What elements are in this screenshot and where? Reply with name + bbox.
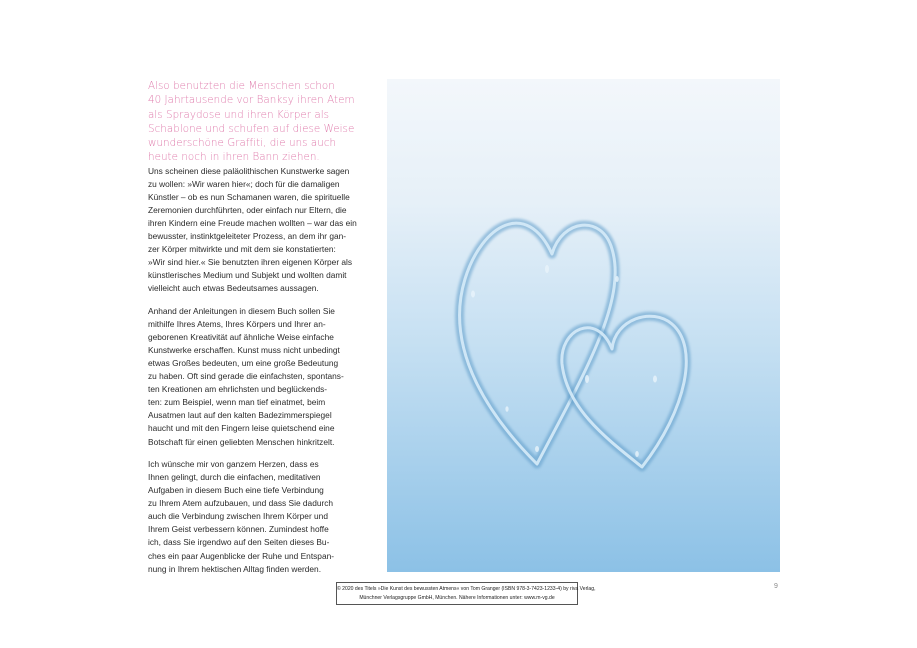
text-line: Künstler – ob es nun Schamanen waren, die spirituelle — [148, 192, 350, 203]
text-line: zu wollen: »Wir waren hier«; doch für die damaligen — [148, 179, 340, 190]
text-line: auch die Verbindung zwischen Ihrem Körper und — [148, 511, 328, 522]
paragraph — [148, 305, 366, 449]
text-line: »Wir sind hier.« Sie benutzten ihren eigenen Körper als — [148, 257, 353, 268]
text-line: Kunstwerke erschaffen. Kunst muss nicht unbedingt — [148, 345, 340, 356]
text-line: künstlerisches Medium und Subjekt und wollten damit — [148, 270, 347, 281]
text-line: Ihrem Geist verbessern können. Zumindest hoffe — [148, 524, 329, 535]
text-line: ches ein paar Augenblicke der Ruhe und Entspan- — [148, 550, 335, 561]
text-line: zer Körper mitwirkte und mit dem sie konstatierten: — [148, 244, 336, 255]
text-line: mithilfe Ihres Atems, Ihres Körpers und Ihrer an- — [148, 319, 326, 330]
intro-line: 40 Jahrtausende vor Banksy ihren Atem — [148, 94, 355, 107]
text-line: Aufgaben in diesem Buch eine tiefe Verbindung — [148, 485, 324, 496]
text-line: ten: zum Beispiel, wenn man tief einatmet, beim — [148, 397, 326, 408]
text-line: Ihnen gelingt, durch die einfachen, meditativen — [148, 472, 321, 483]
text-line: Anhand der Anleitungen in diesem Buch sollen Sie — [148, 306, 335, 317]
text-line: ihren Kindern eine Freude machen wollten – war das ein — [148, 218, 357, 229]
text-line: etwas Großes bedeuten, um eine große Bedeutung — [148, 358, 339, 369]
paragraph — [148, 165, 366, 295]
text-line: bewusster, instinktgeleiteter Prozess, an dem ihr gan- — [148, 231, 347, 242]
fogged-glass-hearts-image — [387, 79, 780, 572]
text-line: nung in Ihrem hektischen Alltag finden werden. — [148, 563, 322, 574]
intro-line: Also benutzten die Menschen schon — [148, 80, 335, 92]
intro-quote — [148, 79, 363, 165]
intro-line: heute noch in ihren Bann ziehen. — [148, 151, 320, 164]
text-line: haucht und mit den Fingern leise quietschend eine — [148, 423, 335, 434]
text-line: ten Kreationen am ehrlichsten und beglückends- — [148, 384, 328, 395]
text-line: Ich wünsche mir von ganzem Herzen, dass es — [148, 459, 319, 470]
page-number: 9 — [774, 583, 778, 590]
text-line: Zeremonien durchführten, oder einfach nur Eltern, die — [148, 205, 347, 216]
text-line: Botschaft für einen geliebten Menschen hinkritzelt. — [148, 436, 335, 447]
text-line: Uns scheinen diese paläolithischen Kunstwerke sagen — [148, 166, 350, 176]
hearts-illustration — [387, 79, 780, 572]
text-line: zu Ihrem Atem aufzubauen, und dass Sie dadurch — [148, 498, 334, 509]
text-line: Ausatmen laut auf den kalten Badezimmerspiegel — [148, 410, 332, 421]
copyright-line: Münchner Verlagsgruppe GmbH, München. Nähere Informationen unter: www.m-vg.de — [359, 594, 555, 601]
copyright-line: © 2020 des Titels »Die Kunst des bewussten Atmens« von Tom Granger (ISBN 978-3-7423-1233-4) by riva Verlag, — [337, 586, 596, 592]
body-text — [148, 165, 366, 585]
text-line: geborenen Kreativität auf ähnliche Weise einfache — [148, 332, 334, 343]
intro-line: wunderschöne Graffiti, die uns auch — [148, 137, 337, 150]
text-line: zu haben. Oft sind gerade die einfachsten, spontans- — [148, 371, 344, 382]
intro-line: Schablone und schufen auf diese Weise — [148, 122, 355, 135]
text-line: vielleicht auch etwas Bedeutsames aussagen. — [148, 283, 319, 294]
text-line: ich, dass Sie irgendwo auf den Seiten dieses Bu- — [148, 537, 330, 548]
intro-line: als Spraydose und ihren Körper als — [148, 108, 330, 121]
copyright-notice — [336, 582, 596, 605]
paragraph — [148, 458, 366, 575]
